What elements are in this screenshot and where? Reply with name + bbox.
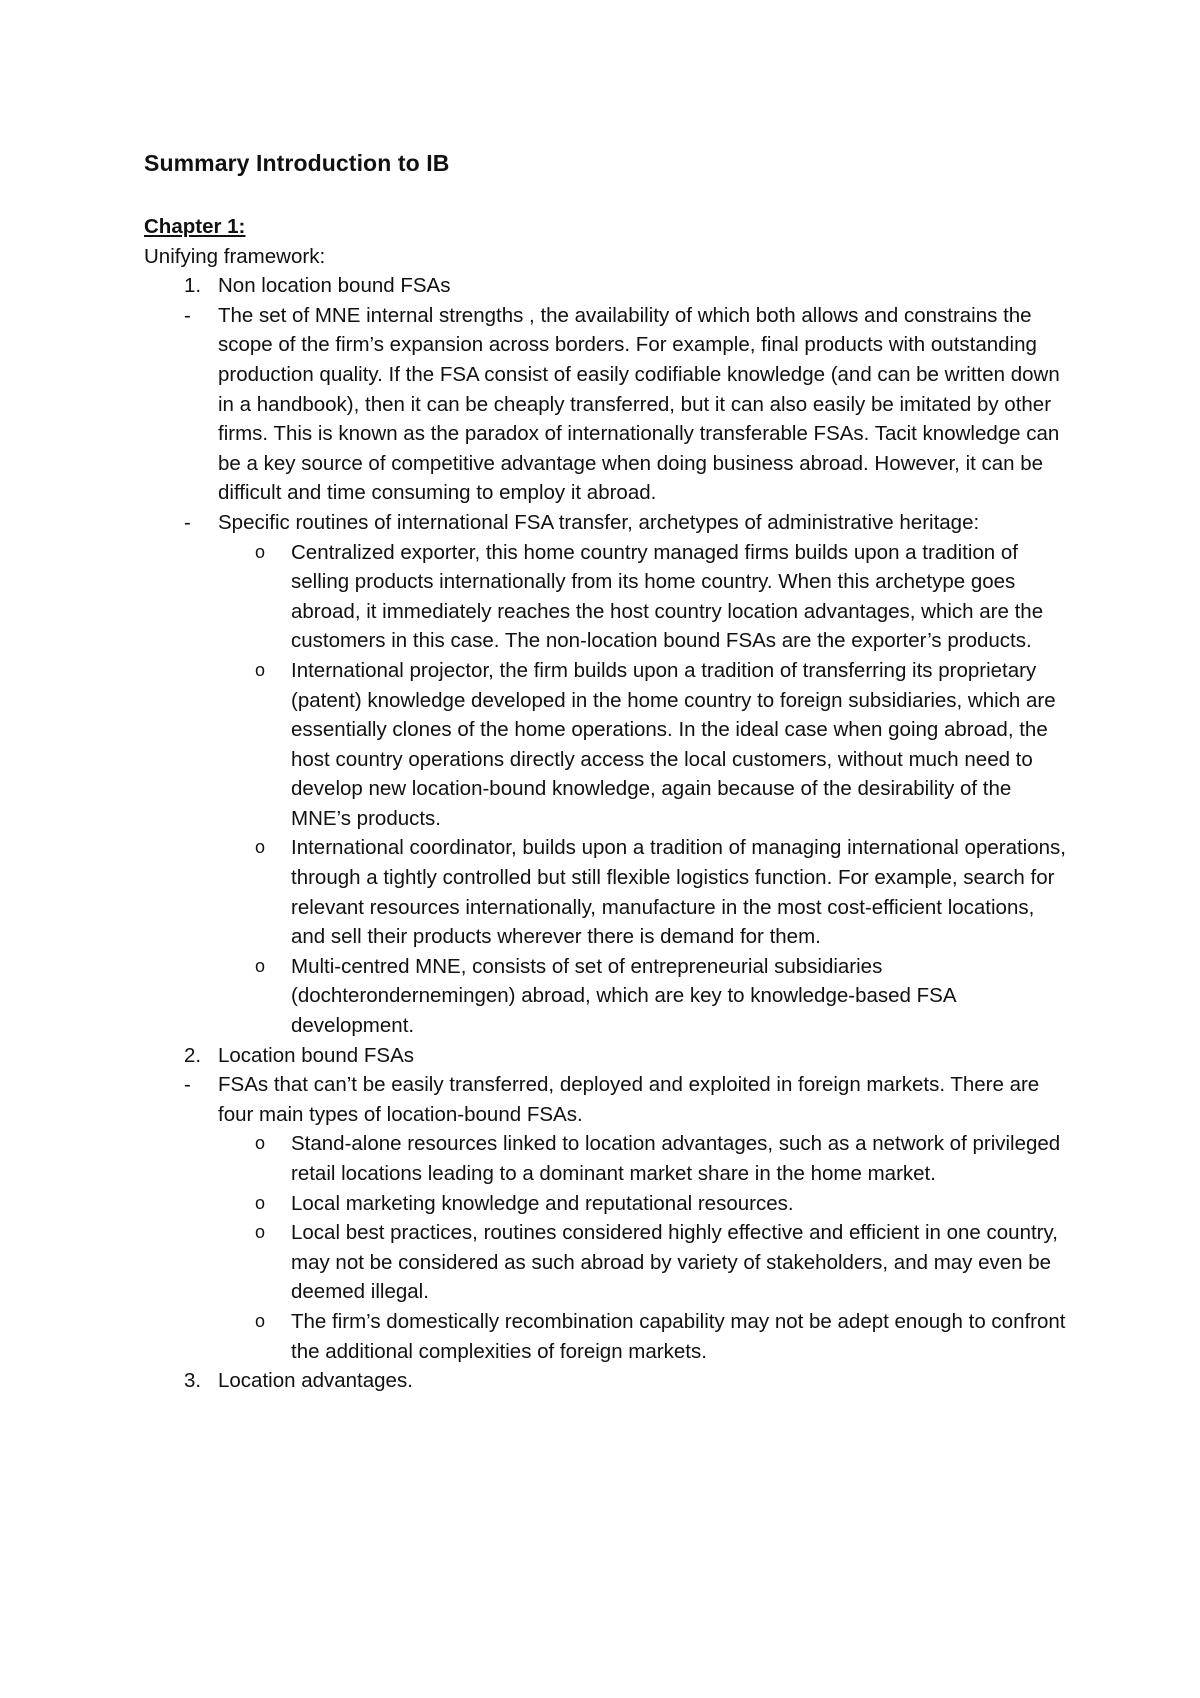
sub-bullet: [144, 1218, 1072, 1307]
section-heading: Non location bound FSAs: [218, 274, 451, 298]
circle-marker: o: [255, 837, 266, 858]
sub-bullet: [144, 833, 1072, 951]
document-title: Summary Introduction to IB: [144, 150, 450, 176]
sub-bullet-text: Local marketing knowledge and reputational resources.: [291, 1191, 794, 1215]
bullet-text: The set of MNE internal strengths , the availability of which both allows and constrains the scope of the firm’s expansion across borders. For example, final products with outstanding production quality. If the FSA consist of easily codifiable knowledge (and can be written down in a handbook), then it can be cheaply transferred, but it can also easily be imitated by other firms. This is known as the paradox of internationally transferable FSAs. Tacit knowledge can be a key source of competitive advantage when doing business abroad. However, it can be difficult and time consuming to employ it abroad.: [218, 303, 1060, 505]
list-number: 3.: [184, 1369, 202, 1393]
dash-bullet: [144, 508, 1072, 538]
bullet-text: FSAs that can’t be easily transferred, deployed and exploited in foreign markets. There are four main types of location-bound FSAs.: [218, 1073, 1040, 1126]
section-heading: Location advantages.: [218, 1369, 413, 1393]
dash-bullet: [144, 1070, 1072, 1129]
dash-marker: -: [184, 510, 191, 534]
dash-marker: -: [184, 303, 191, 327]
sub-bullet-text: Stand-alone resources linked to location advantages, such as a network of privileged retail locations leading to a dominant market share in the home market.: [291, 1132, 1061, 1185]
sub-bullet-text: International coordinator, builds upon a tradition of managing international operations, through a tightly controlled but still flexible logistics function. For example, search for relevant resources internationally, manufacture in the most cost-efficient locations, and sell their products wherever there is demand for them.: [291, 836, 1066, 949]
circle-marker: o: [255, 955, 266, 976]
sub-bullet: [144, 538, 1072, 656]
numbered-item-3: [144, 1366, 1072, 1396]
sub-bullet: [144, 1189, 1072, 1219]
dash-bullet: [144, 301, 1072, 508]
sub-bullet-text: Centralized exporter, this home country managed firms builds upon a tradition of selling products internationally from its home country. When this archetype goes abroad, it immediately reaches the host country location advantages, which are the customers in this case. The non-location bound FSAs are the exporter’s products.: [291, 540, 1044, 653]
circle-marker: o: [255, 1192, 266, 1213]
sub-bullet-text: Local best practices, routines considered highly effective and efficient in one country, may not be considered as such abroad by variety of stakeholders, and may even be deemed illegal.: [291, 1221, 1058, 1304]
section-heading: Location bound FSAs: [218, 1043, 415, 1067]
dash-marker: -: [184, 1073, 191, 1097]
circle-marker: o: [255, 1222, 266, 1243]
sub-bullet: [144, 656, 1072, 834]
sub-bullet: [144, 1307, 1072, 1366]
circle-marker: o: [255, 659, 266, 680]
chapter-heading: Chapter 1:: [144, 215, 246, 238]
numbered-item-2: [144, 1041, 1072, 1071]
list-number: 1.: [184, 274, 202, 298]
intro-label: Unifying framework:: [144, 244, 326, 268]
circle-marker: o: [255, 1133, 266, 1154]
sub-bullet: [144, 1129, 1072, 1188]
sub-bullet-text: Multi-centred MNE, consists of set of entrepreneurial subsidiaries (dochterondernemingen) abroad, which are key to knowledge-based FSA development.: [291, 954, 956, 1038]
circle-marker: o: [255, 541, 266, 562]
numbered-item-1: [144, 271, 1072, 301]
list-number: 2.: [184, 1043, 202, 1067]
sub-bullet-text: International projector, the firm builds upon a tradition of transferring its proprietary (patent) knowledge developed in the home country to foreign subsidiaries, which are essentially clones of the home operations. In the ideal case when going abroad, the host country operations directly access the local customers, without much need to develop new location-bound knowledge, again because of the desirability of the MNE’s products.: [291, 658, 1056, 830]
bullet-text: Specific routines of international FSA transfer, archetypes of administrative heritage:: [218, 510, 980, 534]
sub-bullet-text: The firm’s domestically recombination capability may not be adept enough to confront the additional complexities of foreign markets.: [291, 1309, 1066, 1363]
document-body: [144, 212, 1072, 1396]
sub-bullet: [144, 952, 1072, 1041]
circle-marker: o: [255, 1310, 266, 1331]
